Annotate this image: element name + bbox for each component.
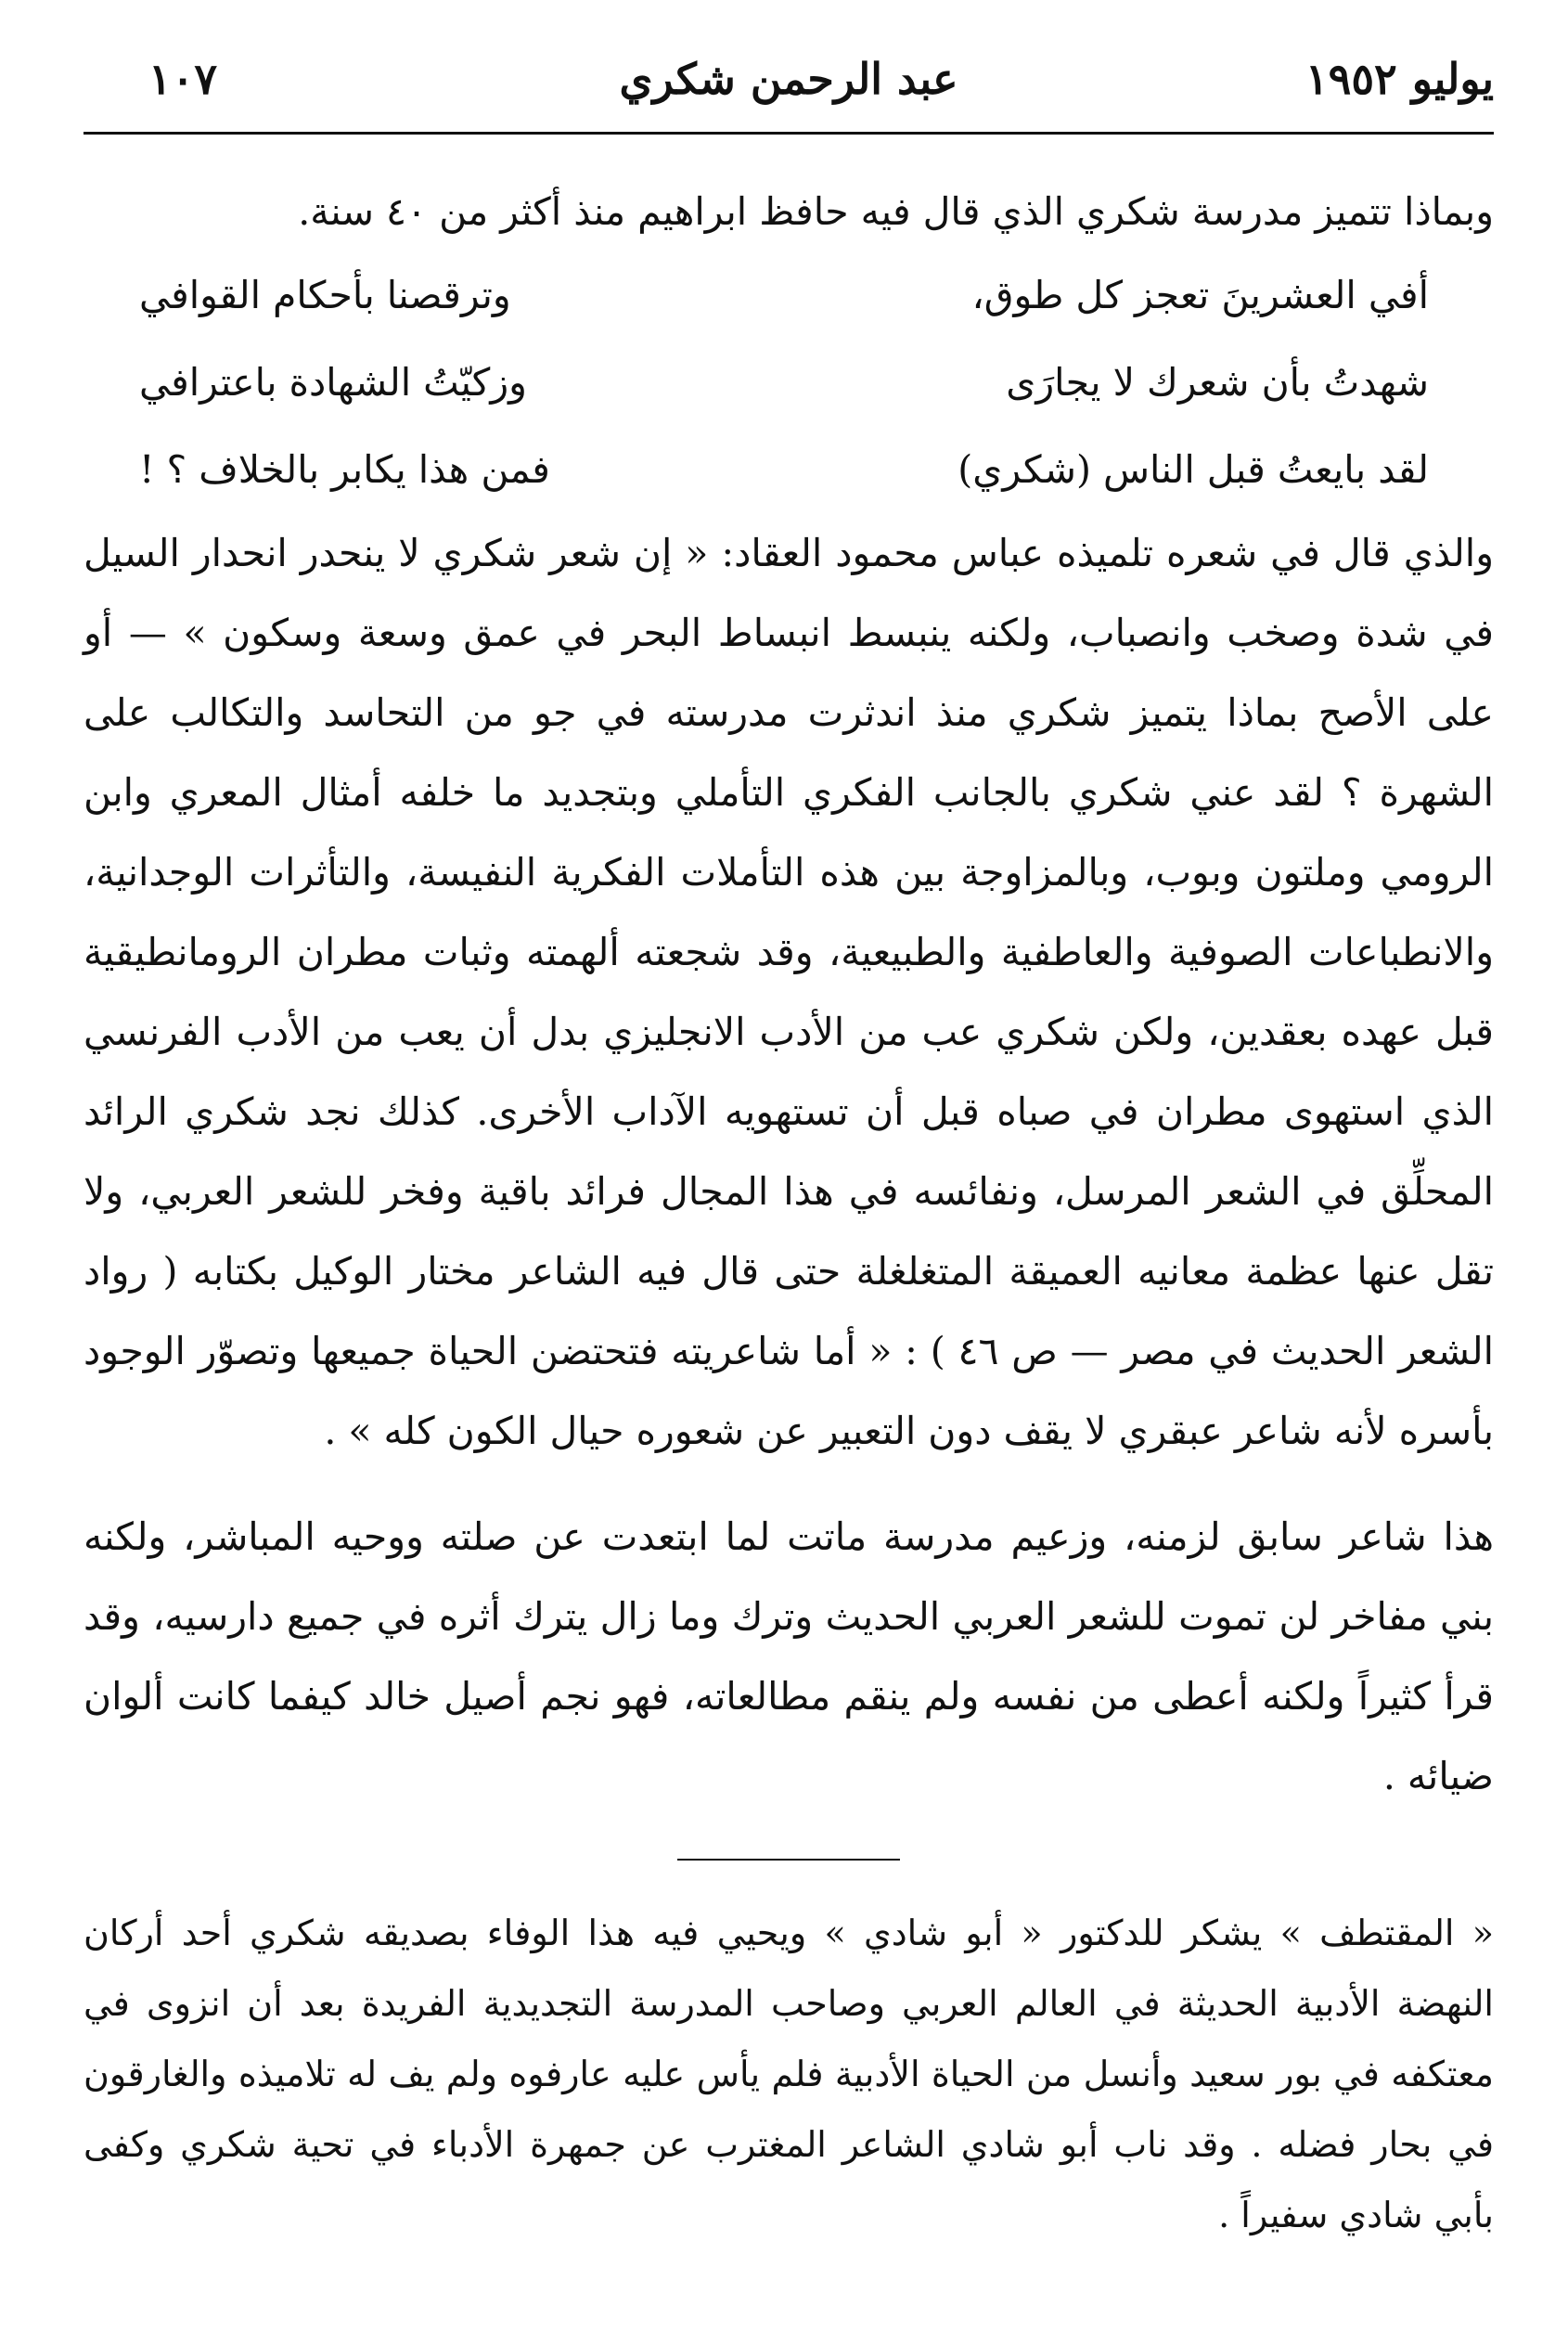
verse-first-hemistich: شهدتُ بأن شعرك لا يجارَى bbox=[1006, 360, 1429, 405]
verse-first-hemistich: أفي العشرينَ تعجز كل طوق، bbox=[971, 273, 1429, 317]
body-paragraph-1: والذي قال في شعره تلميذه عباس محمود العقاد: « إن شعر شكري لا ينحدر انحدار السيل في شدة وصخب وانصباب، ولكنه ينبسط انبساط البحر في عمق وسعة وسكون » — أو على الأصح بماذا يتميز شكري منذ اندثرت مدرسته في جو من التحاسد والتكالب على الشهرة ؟ لقد عني شكري بالجانب الفكري التأملي وبتجديد ما خلفه أمثال المعري وابن الرومي وملتون وبوب، وبالمزاوجة بين هذه التأملات الفكرية النفيسة، والتأثرات الوجدانية، والانطباعات الصوفية والعاطفية والطبيعية، وقد شجعته ألهمته وثبات مطران الرومانطيقية قبل عهده بعقدين، ولكن شكري عب من الأدب الانجليزي بدل أن يعب من الأدب الفرنسي الذي استهوى مطران في صباه قبل أن تستهويه الآداب الأخرى. كذلك نجد شكري الرائد المحلِّق في الشعر المرسل، ونفائسه في هذا المجال فرائد باقية وفخر للشعر العربي، ولا تقل عنها عظمة معانيه العميقة المتغلغلة حتى قال فيه الشاعر مختار الوكيل بكتابه ( رواد الشعر الحديث في مصر — ص ٤٦ ) : « أما شاعريته فتحتضن الحياة جميعها وتصوّر الوجود بأسره لأنه شاعر عبقري لا يقف دون التعبير عن شعوره حيال الكون كله » . bbox=[84, 531, 1494, 1453]
body-paragraph-2: هذا شاعر سابق لزمنه، وزعيم مدرسة ماتت لما ابتعدت عن صلته ووحيه المباشر، ولكنه بني مفاخر لن تموت للشعر العربي الحديث وترك وما زال يترك أثره في جميع دارسيه، وقد قرأ كثيراً ولكنه أعطى من نفسه ولم ينقم مطالعاته، فهو نجم أصيل خالد كيفما كانت ألوان ضيائه . bbox=[84, 1514, 1494, 1798]
poem bbox=[139, 251, 1429, 513]
header-title: عبد الرحمن شكري bbox=[619, 54, 958, 104]
verse-first-hemistich: لقد بايعتُ قبل الناس (شكري) bbox=[958, 447, 1429, 492]
poem-verse bbox=[139, 339, 1429, 426]
verse-second-hemistich: وزكيّتُ الشهادة باعترافي bbox=[139, 360, 527, 405]
poem-verse bbox=[139, 426, 1429, 513]
footnote-divider bbox=[677, 1859, 900, 1861]
verse-second-hemistich: وترقصنا بأحكام القوافي bbox=[139, 273, 511, 317]
page-header bbox=[84, 37, 1494, 111]
intro-paragraph: وبماذا تتميز مدرسة شكري الذي قال فيه حافظ ابراهيم منذ أكثر من ٤٠ سنة. bbox=[298, 189, 1494, 234]
page-number: ١٠٧ bbox=[148, 54, 218, 104]
header-date: يوليو ١٩٥٢ bbox=[1305, 54, 1494, 104]
page bbox=[84, 37, 1494, 2250]
footnote: « المقتطف » يشكر للدكتور « أبو شادي » ويحيي فيه هذا الوفاء بصديقه شكري أحد أركان النهضة الأدبية الحديثة في العالم العربي وصاحب المدرسة التجديدية الفريدة بعد أن انزوى في معتكفه في بور سعيد وأنسل من الحياة الأدبية فلم يأس عليه عارفوه ولم يف له تلاميذه والغارقون في بحار فضله . وقد ناب أبو شادي الشاعر المغترب عن جمهرة الأدباء في تحية شكري وكفى بأبي شادي سفيراً . bbox=[84, 1912, 1494, 2235]
header-divider bbox=[84, 132, 1494, 135]
poem-verse bbox=[139, 251, 1429, 339]
verse-second-hemistich: فمن هذا يكابر بالخلاف ؟ ! bbox=[139, 447, 550, 492]
